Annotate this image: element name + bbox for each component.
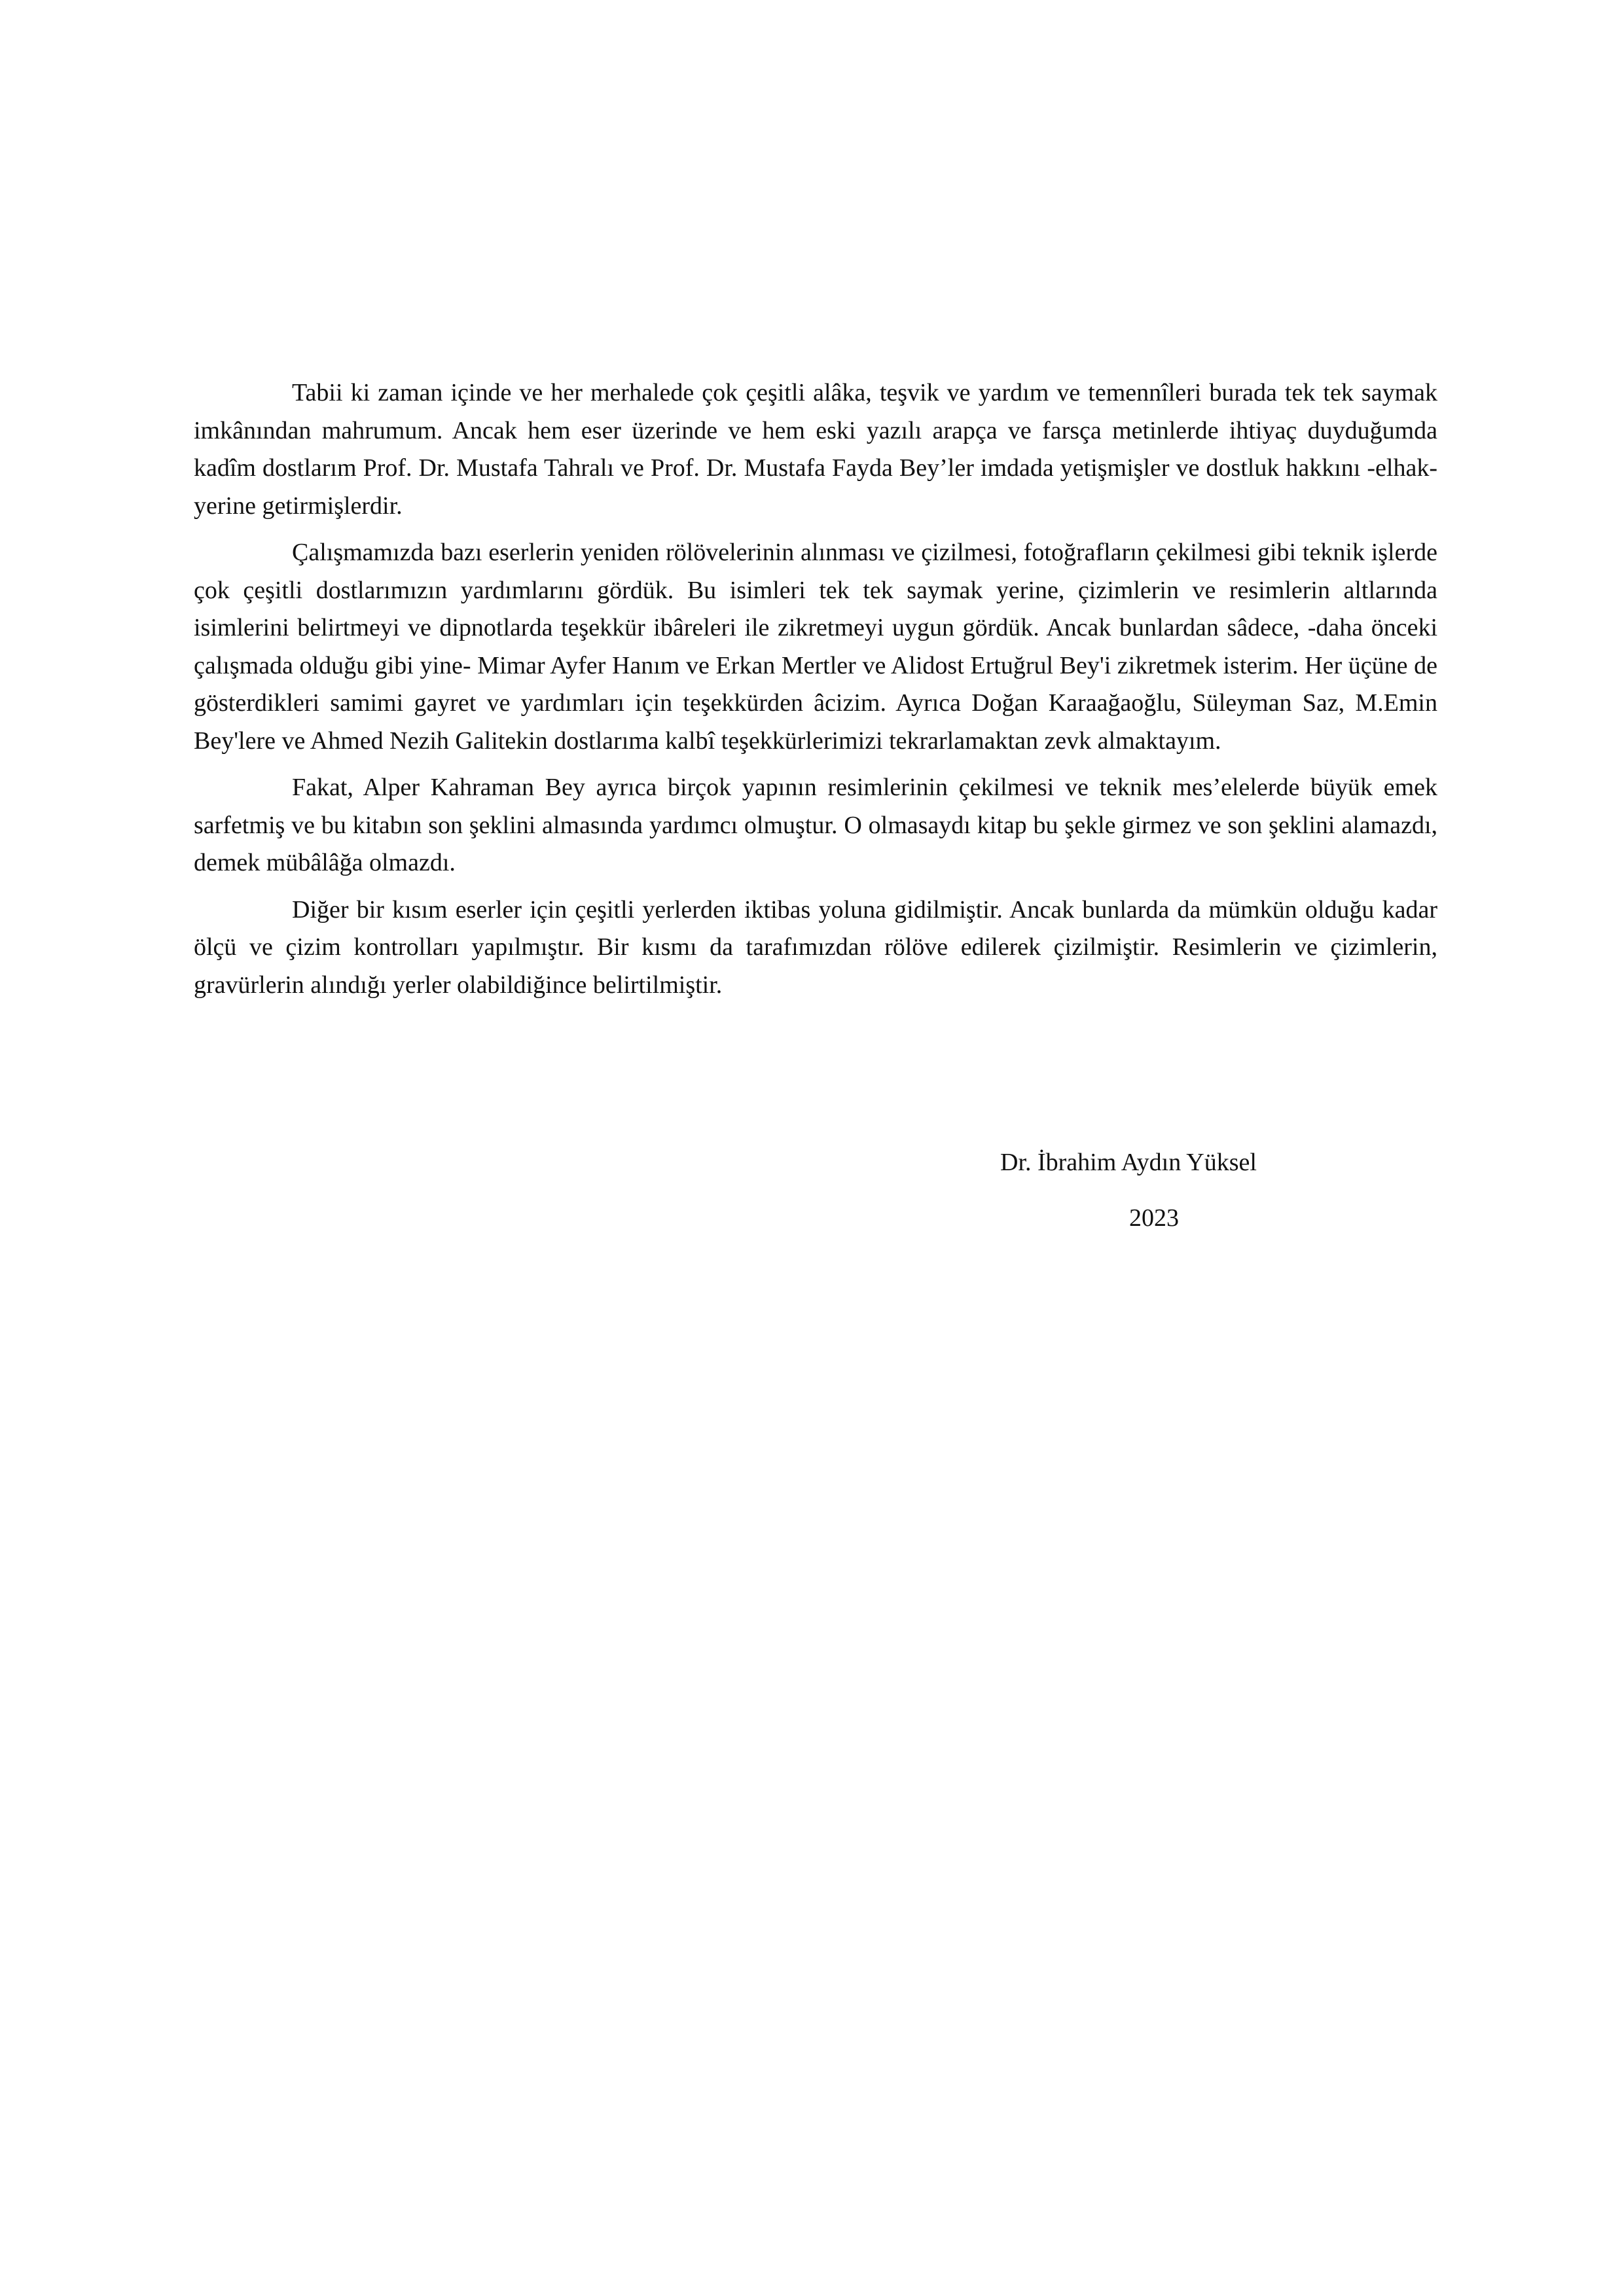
paragraph: Fakat, Alper Kahraman Bey ayrıca birçok yapının resimlerinin çekilmesi ve teknik mes’elelerde büyük emek sarfetmiş ve bu kitabın son şeklini almasında yardımcı olmuştur. O olmasaydı kitap bu şekle girmez ve son şeklini alamazdı, demek mübâlâğa olmazdı. <box>194 774 1437 876</box>
paragraph: Tabii ki zaman içinde ve her merhalede çok çeşitli alâka, teşvik ve yardım ve temennîleri burada tek tek saymak imkânından mahrumum. Ancak hem eser üzerinde ve hem eski yazılı arapça ve farsça metinlerde ihtiyaç duyduğumda kadîm dostlarım Prof. Dr. Mustafa Tahralı ve Prof. Dr. Mustafa Fayda Bey’ler imdada yetişmişler ve dostluk hakkını -elhak- yerine getirmişlerdir. <box>194 379 1437 520</box>
author-name: Dr. İbrahim Aydın Yüksel <box>1000 1149 1257 1176</box>
body-text <box>194 374 1437 1013</box>
paragraph: Çalışmamızda bazı eserlerin yeniden rölövelerinin alınması ve çizilmesi, fotoğrafların çekilmesi gibi teknik işlerde çok çeşitli dostlarımızın yardımlarını gördük. Bu isimleri tek tek saymak yerine, çizimlerin ve resimlerin altlarında isimlerini belirtmeyi ve dipnotlarda teşekkür ibâreleri ile zikretmeyi uygun gördük. Ancak bunlardan sâdece, -daha önceki çalışmada olduğu gibi yine- Mimar Ayfer Hanım ve Erkan Mertler ve Alidost Ertuğrul Bey'i zikretmek isterim. Her üçüne de gösterdikleri samimi gayret ve yardımları için teşekkürden âcizim. Ayrıca Doğan Karaağaoğlu, Süleyman Saz, M.Emin Bey'lere ve Ahmed Nezih Galitekin dostlarıma kalbî teşekkürlerimizi tekrarlamaktan zevk almaktayım. <box>194 539 1437 755</box>
signature-block <box>1000 1144 1393 1237</box>
paragraph: Diğer bir kısım eserler için çeşitli yerlerden iktibas yoluna gidilmiştir. Ancak bunlarda da mümkün olduğu kadar ölçü ve çizim kontrolları yapılmıştır. Bir kısmı da tarafımızdan rölöve edilerek çizilmiştir. Resimlerin ve çizimlerin, gravürlerin alındığı yerler olabildiğince belirtilmiştir. <box>194 895 1437 999</box>
signature-year: 2023 <box>1129 1204 1179 1232</box>
